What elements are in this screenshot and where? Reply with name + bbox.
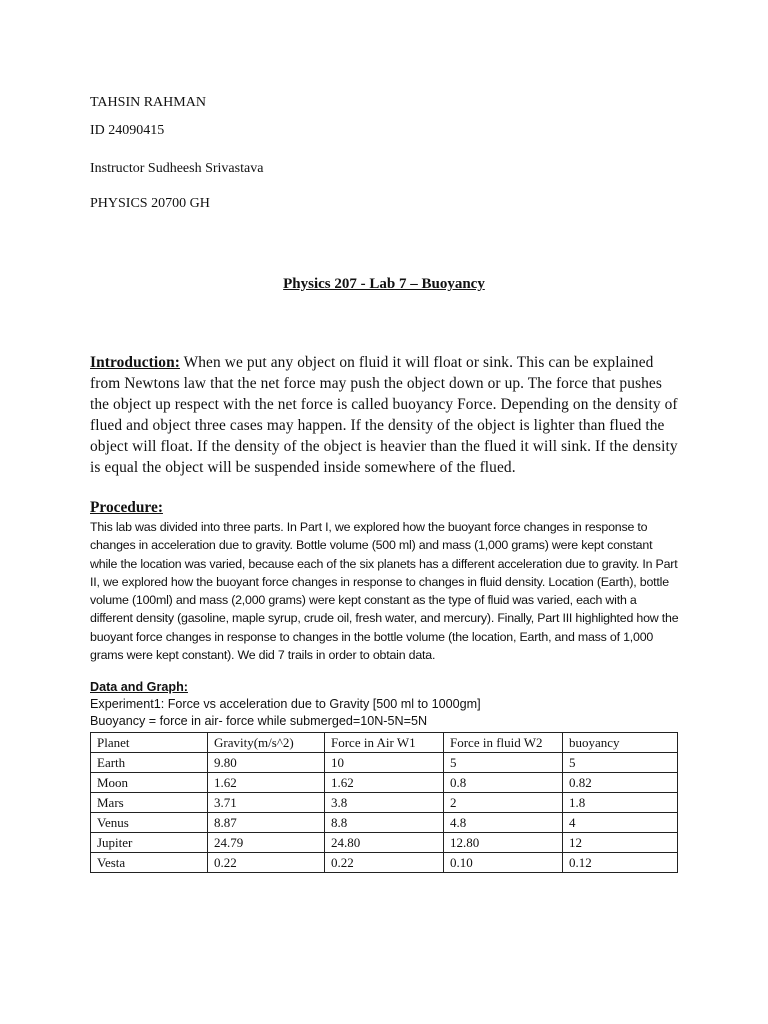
table-cell: Venus [91,813,208,833]
table-cell: 8.8 [325,813,444,833]
table-header-cell: Force in fluid W2 [444,733,563,753]
table-cell: 4.8 [444,813,563,833]
table-cell: 1.62 [208,773,325,793]
table-cell: 9.80 [208,753,325,773]
table-cell: 24.79 [208,833,325,853]
table-row [91,813,678,833]
table-cell: 4 [563,813,678,833]
introduction-heading: Introduction: [90,354,180,371]
page-title: Physics 207 - Lab 7 – Buoyancy [283,276,485,292]
table-cell: 2 [444,793,563,813]
table-cell: 1.62 [325,773,444,793]
procedure-heading: Procedure: [90,499,163,516]
introduction-text: When we put any object on fluid it will float or sink. This can be explained from Newtons law that the net force may push the object down or up. The force that pushes the object up respect with the net force is called buoyancy Force. Depending on the density of flued and object three cases may happen. If the density of the object is lighter than flued the object will float. If the density of the object is heavier than the flued it will sink. If the density is equal the object will be suspended inside somewhere of the flued. [90,354,678,476]
experiment-caption: Experiment1: Force vs acceleration due to Gravity [500 ml to 1000gm] [90,697,481,711]
student-id: ID 24090415 [90,123,165,138]
table-cell: 0.8 [444,773,563,793]
table-cell: 1.8 [563,793,678,813]
table-row [91,853,678,873]
introduction-paragraph [90,352,680,478]
course-code: PHYSICS 20700 GH [90,196,210,211]
buoyancy-formula: Buoyancy = force in air- force while submerged=10N-5N=5N [90,714,428,728]
table-cell: 0.22 [325,853,444,873]
table-cell: 12.80 [444,833,563,853]
table-cell: Vesta [91,853,208,873]
table-row [91,773,678,793]
table-cell: 0.22 [208,853,325,873]
table-header-cell: Gravity(m/s^2) [208,733,325,753]
table-cell: 0.82 [563,773,678,793]
table-cell: Earth [91,753,208,773]
table-cell: 10 [325,753,444,773]
table-cell: Moon [91,773,208,793]
table-cell: 3.71 [208,793,325,813]
table-row [91,793,678,813]
table-cell: 8.87 [208,813,325,833]
table-cell: 5 [444,753,563,773]
table-cell: 24.80 [325,833,444,853]
table-cell: 0.12 [563,853,678,873]
table-row [91,833,678,853]
procedure-text: This lab was divided into three parts. In Part I, we explored how the buoyant force changes in response to changes in acceleration due to gravity. Bottle volume (500 ml) and mass (1,000 grams) were kept constant while the location was varied, because each of the six planets has a different acceleration due to gravity. In Part II, we explored how the buoyant force changes in response to changes in fluid density. Location (Earth), bottle volume (100ml) and mass (2,000 grams) were kept constant as the type of fluid was varied, each with a different density (gasoline, maple syrup, crude oil, fresh water, and mercury). Finally, Part III highlighted how the buoyant force changes in response to changes in the bottle volume (the location, Earth, and mass of 1,000 grams were kept constant). We did 7 trails in order to obtain data. [90,520,679,663]
table-cell: Mars [91,793,208,813]
table-cell: Jupiter [91,833,208,853]
table-header-cell: Force in Air W1 [325,733,444,753]
table-cell: 5 [563,753,678,773]
table-row [91,753,678,773]
table-header-cell: buoyancy [563,733,678,753]
table-header-cell: Planet [91,733,208,753]
data-table [90,732,678,873]
student-name: TAHSIN RAHMAN [90,95,206,110]
table-cell: 0.10 [444,853,563,873]
instructor-name: Instructor Sudheesh Srivastava [90,161,264,176]
table-cell: 3.8 [325,793,444,813]
table-header-row [91,733,678,753]
data-graph-heading: Data and Graph: [90,680,188,694]
table-cell: 12 [563,833,678,853]
